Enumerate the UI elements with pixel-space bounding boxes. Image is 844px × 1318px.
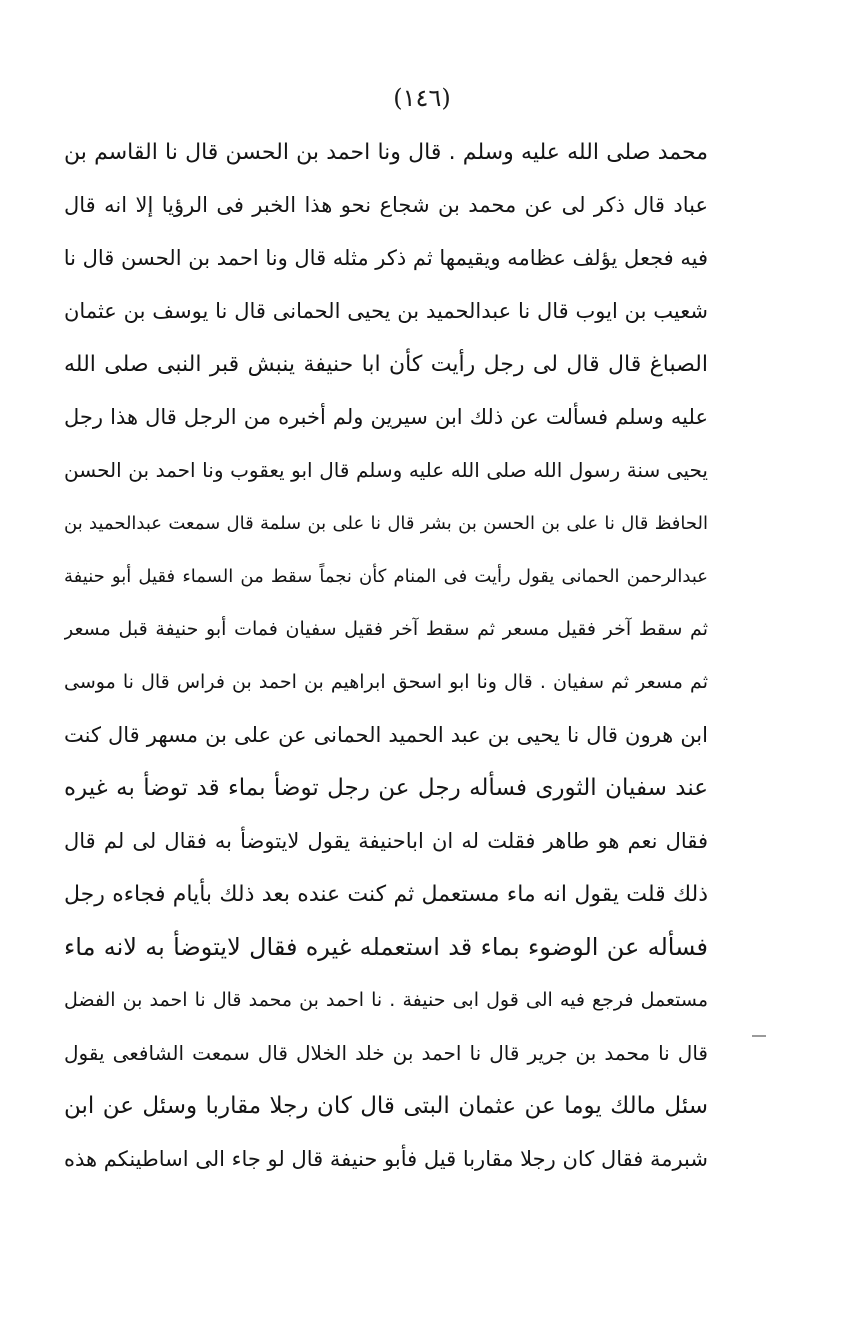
body-text [64, 126, 708, 1186]
text-line-16: فسأله عن الوضوء بماء قد استعمله غيره فقال لايتوضأ به لانه ماء [64, 933, 708, 961]
text-line-15: ذلك قلت يقول انه ماء مستعمل ثم كنت عنده بعد ذلك بأيام فجاءه رجل [64, 882, 708, 907]
text-line-19: سئل مالك يوما عن عثمان البتى قال كان رجلا مقاربا وسئل عن ابن [64, 1093, 708, 1119]
text-line-7: يحيى سنة رسول الله صلى الله عليه وسلم قال ابو يعقوب ونا احمد بن الحسن [64, 458, 708, 482]
margin-mark [752, 1035, 766, 1037]
text-line-4: شعيب بن ايوب قال نا عبدالحميد بن يحيى الحمانى قال نا يوسف بن عثمان [64, 299, 708, 323]
text-line-14: فقال نعم هو طاهر فقلت له ان اباحنيفة يقول لايتوضأ به فقال لى لم قال [64, 829, 708, 853]
text-line-17: مستعمل فرجع فيه الى قول ابى حنيفة . نا احمد بن محمد قال نا احمد بن الفضل [64, 989, 708, 1011]
text-line-3: فيه فجعل يؤلف عظامه ويقيمها ثم ذكر مثله قال ونا احمد بن الحسن قال نا [64, 246, 708, 270]
text-line-1: محمد صلى الله عليه وسلم . قال ونا احمد بن الحسن قال نا القاسم بن [64, 140, 708, 165]
text-line-2: عباد قال ذكر لى عن محمد بن شجاع نحو هذا الخبر فى الرؤيا إلا انه قال [64, 193, 708, 217]
text-line-18: قال نا محمد بن جرير قال نا احمد بن خلد الخلال قال سمعت الشافعى يقول [64, 1041, 708, 1065]
text-line-11: ثم مسعر ثم سفيان . قال ونا ابو اسحق ابراهيم بن احمد بن فراس قال نا موسى [64, 671, 708, 693]
text-line-6: عليه وسلم فسألت عن ذلك ابن سيرين ولم أخبره من الرجل قال هذا رجل [64, 405, 708, 429]
text-line-12: ابن هرون قال نا يحيى بن عبد الحميد الحمانى عن على بن مسهر قال كنت [64, 723, 708, 747]
text-line-13: عند سفيان الثورى فسأله رجل عن رجل توضأ بماء قد توضأ به غيره [64, 775, 708, 801]
text-line-5: الصباغ قال قال لى رجل رأيت كأن ابا حنيفة ينبش قبر النبى صلى الله [64, 352, 708, 377]
text-line-8: الحافظ قال نا على بن الحسن بن بشر قال نا على بن سلمة قال سمعت عبدالحميد بن [64, 513, 708, 534]
page-number: (١٤٦) [393, 84, 451, 112]
text-line-20: شبرمة فقال كان رجلا مقاربا قيل فأبو حنيفة قال لو جاء الى اساطينكم هذه [64, 1147, 708, 1171]
text-line-10: ثم سقط آخر فقيل مسعر ثم سقط آخر فقيل سفيان فمات أبو حنيفة قبل مسعر [64, 618, 708, 640]
text-line-9: عبدالرحمن الحمانى يقول رأيت فى المنام كأن نجماً سقط من السماء فقيل أبو حنيفة [64, 566, 708, 587]
